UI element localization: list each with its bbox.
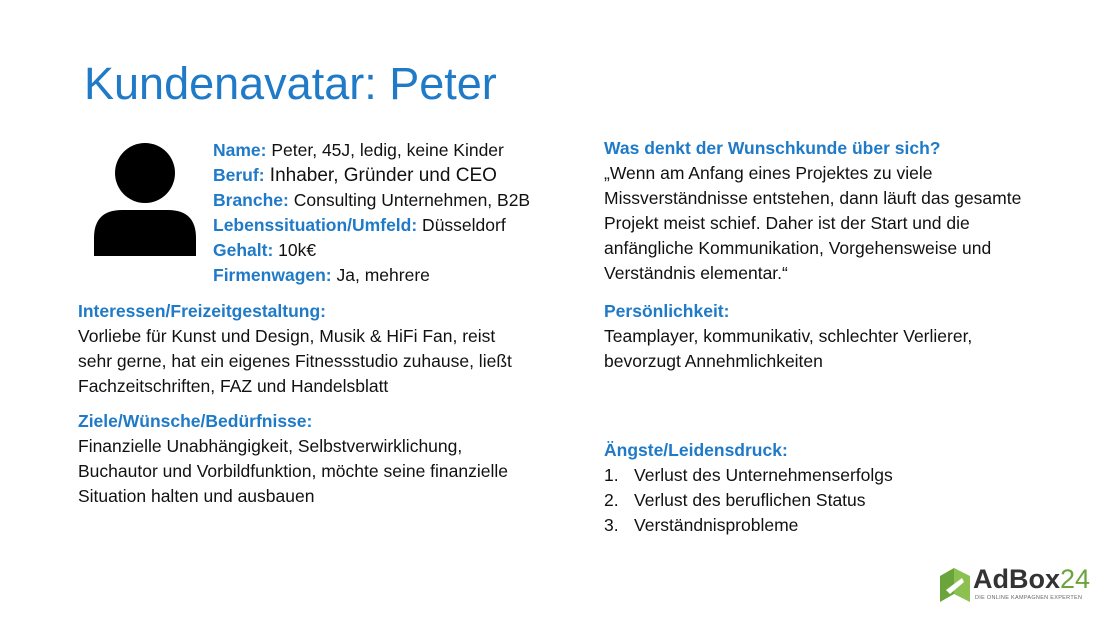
interessen-line: Fachzeitschriften, FAZ und Handelsblatt [78,376,389,396]
profile-name-row [213,138,530,163]
denkt-heading: Was denkt der Wunschkunde über sich? [604,138,941,158]
ziele-section [78,409,578,509]
profile-details [213,138,530,288]
aengste-list [604,463,1074,538]
list-text: Verständnisprobleme [634,515,799,535]
logo-tagline: DIE ONLINE KAMPAGNEN EXPERTEN [975,595,1083,601]
name-value: Peter, 45J, ledig, keine Kinder [266,140,504,160]
ziele-line: Buchautor und Vorbildfunktion, möchte seine finanzielle [78,461,508,481]
ziele-heading: Ziele/Wünsche/Bedürfnisse: [78,411,313,431]
profile-beruf-row [213,163,530,188]
denkt-line: „Wenn am Anfang eines Projektes zu viele [604,163,933,183]
denkt-line: Projekt meist schief. Daher ist der Start und die [604,213,970,233]
denkt-line: Missverständnisse entstehen, dann läuft das gesamte [604,188,1022,208]
ziele-line: Finanzielle Unabhängigkeit, Selbstverwirklichung, [78,436,463,456]
beruf-value: Inhaber, Gründer und CEO [264,165,497,186]
persoenlichkeit-section [604,299,1074,374]
list-item [604,513,1074,538]
denkt-line: anfängliche Kommunikation, Vorgehensweise und [604,238,992,258]
beruf-label: Beruf: [213,165,265,185]
list-text: Verlust des beruflichen Status [634,490,866,510]
logo-brand: AdBox [973,564,1060,594]
gehalt-label: Gehalt: [213,240,274,260]
gehalt-value: 10k€ [273,240,317,260]
adbox-logo-icon [940,568,970,602]
interessen-line: Vorliebe für Kunst und Design, Musik & HiFi Fan, reist [78,326,496,346]
ziele-line: Situation halten und ausbauen [78,486,315,506]
denkt-section [604,136,1074,286]
profile-gehalt-row [213,238,530,263]
lebens-label: Lebenssituation/Umfeld: [213,215,418,235]
interessen-heading: Interessen/Freizeitgestaltung: [78,301,326,321]
logo-number: 24 [1060,564,1091,594]
persoenlichkeit-line: bevorzugt Annehmlichkeiten [604,351,823,371]
branche-label: Branche: [213,190,289,210]
list-number: 2. [604,490,619,510]
profile-branche-row [213,188,530,213]
interessen-line: sehr gerne, hat ein eigenes Fitnessstudio zuhause, ließt [78,351,512,371]
persoenlichkeit-line: Teamplayer, kommunikativ, schlechter Verlierer, [604,326,973,346]
denkt-line: Verständnis elementar.“ [604,263,788,283]
name-label: Name: [213,140,267,160]
list-item [604,488,1074,513]
persoenlichkeit-heading: Persönlichkeit: [604,301,730,321]
aengste-heading: Ängste/Leidensdruck: [604,440,788,460]
aengste-section [604,438,1074,538]
profile-firmenwagen-row [213,263,530,288]
list-text: Verlust des Unternehmenserfolgs [634,465,893,485]
person-avatar-icon [94,140,196,256]
adbox-logo-text [973,564,1090,595]
branche-value: Consulting Unternehmen, B2B [288,190,531,210]
lebens-value: Düsseldorf [417,215,506,235]
firmenwagen-value: Ja, mehrere [331,265,430,285]
list-item [604,463,1074,488]
list-number: 1. [604,465,619,485]
interessen-section [78,299,578,399]
profile-lebens-row [213,213,530,238]
list-number: 3. [604,515,619,535]
firmenwagen-label: Firmenwagen: [213,265,332,285]
page-title: Kundenavatar: Peter [84,58,497,109]
